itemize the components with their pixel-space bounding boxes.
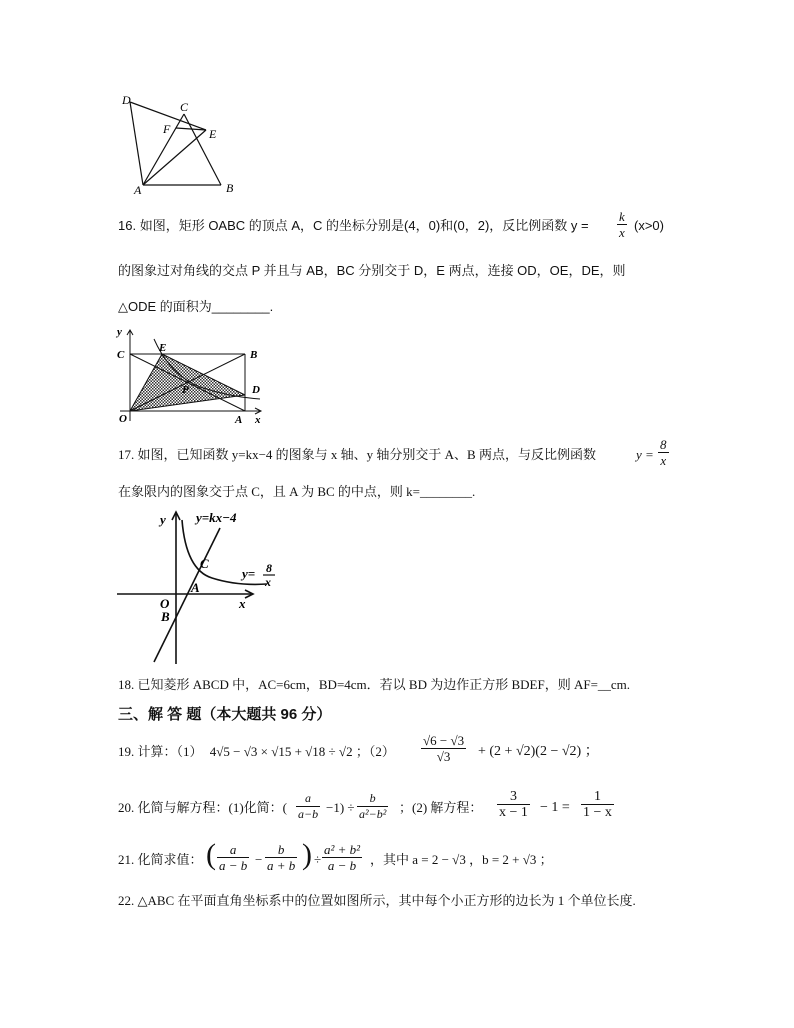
q20-mid2: ；(2) 解方程： — [399, 800, 483, 815]
q15-label-a: A — [134, 183, 142, 197]
q16-fig-x: x — [255, 414, 261, 425]
q17-fig-c: C — [200, 556, 209, 571]
q20-frac1: $\frac{a}{a-b}$ — [298, 791, 319, 821]
q17-number: 17. — [118, 447, 135, 462]
q15-label-f: F — [163, 122, 171, 136]
q20-line — [118, 800, 287, 816]
q15-label-e: E — [209, 127, 217, 141]
q20-frac3: $\frac{3}{x - 1}$ — [499, 789, 528, 820]
q15-label-d: D — [122, 93, 131, 107]
q15-figure — [118, 92, 248, 197]
q16-fig-c: C — [117, 349, 125, 361]
q22-text: △ABC 在平面直角坐标系中的位置如图所示，其中每个小正方形的边长为 1 个单位长度. — [137, 893, 636, 908]
q20-frac4: $\frac{1}{1 - x}$ — [583, 789, 612, 820]
q16-fraction: $\frac{k}{x}$ — [619, 209, 625, 240]
q19-number: 19. — [118, 744, 135, 759]
q19-fraction: $\frac{√6 - √3}{√3}$ — [423, 733, 465, 764]
q17-line1 — [118, 447, 596, 463]
q16-number: 16. — [118, 218, 137, 233]
q20-mid3: − 1 = — [540, 800, 570, 815]
q22-line — [118, 893, 636, 909]
q18-line — [118, 677, 630, 693]
q15-label-c: C — [180, 100, 189, 114]
q17-fig-o: O — [160, 596, 170, 611]
q16-text1: 如图，矩形 OABC 的顶点 A，C 的坐标分别是(4，0)和(0，2)，反比例函数 y = — [139, 218, 589, 233]
q17-fig-curve-den: x — [265, 575, 271, 589]
q16-fig-d: D — [252, 384, 260, 396]
q16-figure — [110, 325, 275, 425]
q17-fig-curve-num: 8 — [266, 561, 272, 575]
q16-fig-e: E — [159, 342, 167, 354]
q17-fig-x: x — [239, 596, 246, 611]
q16-line2: 的图象过对角线的交点 P 并且与 AB，BC 分别交于 D，E 两点，连接 OD，OE，DE，则 — [118, 263, 626, 278]
q16-line1 — [118, 218, 589, 234]
q21-line — [118, 852, 203, 868]
q17-fig-line-label: y=kx−4 — [196, 510, 237, 525]
q19-label: 计算：（1） — [137, 744, 203, 759]
q20-mid1: −1) ÷ — [326, 800, 355, 815]
q20-label: 化简与解方程：(1)化简：( — [137, 800, 287, 815]
q21-frac3: $\frac{\text{a² + b²}}{a - b}$ — [324, 842, 361, 873]
q16-fig-a: A — [235, 414, 243, 425]
q20-number: 20. — [118, 800, 135, 815]
q17-line2: 在象限内的图象交于点 C，且 A 为 BC 的中点，则 k=________. — [118, 484, 476, 499]
q21-div: ÷ — [314, 852, 322, 867]
q21-minus: − — [255, 852, 263, 867]
q16-condition: (x>0) — [634, 218, 664, 233]
q17-fig-a: A — [191, 580, 200, 595]
section3-title: 三、解 答 题（本大题共 96 分） — [118, 706, 332, 723]
q21-frac2: $\frac{b}{a + b}$ — [267, 842, 296, 873]
q15-label-b: B — [226, 181, 234, 195]
q19-line — [118, 744, 395, 760]
q17-fraction: $\frac{8}{x}$ — [660, 437, 667, 468]
q19-expr2: + (2 + √2)(2 − √2) ； — [478, 744, 599, 759]
q21-frac1: $\frac{a}{a - b}$ — [219, 842, 248, 873]
q20-frac2: $\frac{b}{\text{a²−b²}}$ — [359, 791, 387, 821]
q17-figure — [112, 506, 292, 666]
q19-expr1: 4√5 − √3 × √15 + √18 ÷ √2 ；（2） — [209, 744, 395, 759]
q17-fig-b: B — [161, 609, 170, 624]
q17-text1: 如图，已知函数 y=kx−4 的图象与 x 轴、y 轴分别交于 A、B 两点，与反比例函数 — [137, 447, 596, 462]
q16-line3: △ODE 的面积为________. — [118, 299, 274, 314]
q16-fig-y: y — [117, 326, 122, 338]
q21-left-paren: ( — [206, 838, 216, 871]
q21-right-paren: ) — [302, 838, 312, 871]
q21-tail: ，其中 a = 2 − √3 ，b = 2 + √3 ； — [370, 852, 553, 867]
q18-number: 18. — [118, 677, 135, 692]
q21-label: 化简求值： — [137, 852, 203, 867]
q16-fig-o: O — [119, 413, 127, 425]
q18-text: 已知菱形 ABCD 中，AC=6cm，BD=4cm．若以 BD 为边作正方形 BDEF，则 AF=__cm. — [137, 677, 631, 692]
q16-fig-p: P — [182, 384, 189, 396]
q16-fig-b: B — [250, 349, 258, 361]
q17-fig-curve-label: y= — [242, 566, 256, 581]
q17-fig-y: y — [160, 512, 166, 527]
q21-number: 21. — [118, 852, 135, 867]
q22-number: 22. — [118, 893, 135, 908]
q17-func-prefix: y = — [636, 447, 654, 462]
